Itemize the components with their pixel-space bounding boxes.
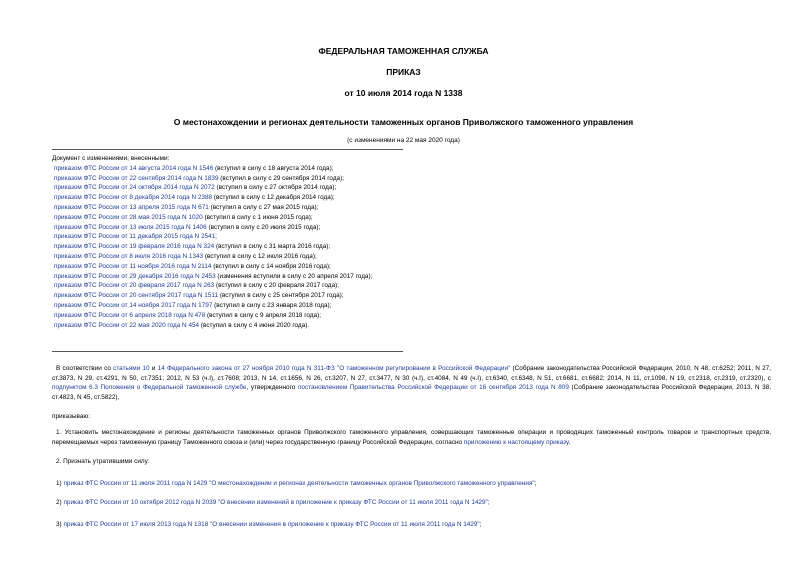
change-note: (вступил в силу с 20 февраля 2017 года); (214, 282, 339, 290)
annex-link[interactable]: приложению к настоящему приказу (463, 438, 569, 446)
repeal-item (52, 498, 775, 508)
repeal-number: 3) (56, 521, 64, 528)
change-link[interactable]: приказом ФТС России от 11 ноября 2016 года N 2114 (54, 262, 212, 270)
law-article-link[interactable]: статьями 10 (113, 365, 150, 372)
change-note: (вступил в силу с 18 августа 2014 года); (213, 164, 334, 172)
agency-heading: ФЕДЕРАЛЬНАЯ ТАМОЖЕННАЯ СЛУЖБА (318, 46, 489, 56)
repeal-item (52, 520, 775, 530)
document-title: О местонахождении и регионах деятельности таможенных органов Приволжского таможенного управления (173, 117, 634, 127)
preamble-text: и (149, 365, 158, 372)
repeal-link[interactable]: приказ ФТС России от 10 октября 2012 года N 2039 "О внесении изменений в приложение к приказу ФТС России от 11 июля 2011 года N 1429" (63, 499, 488, 506)
change-item (52, 262, 372, 272)
change-item (52, 291, 372, 301)
change-link[interactable]: приказом ФТС России от 8 июля 2016 года N 1343 (54, 252, 204, 260)
change-link[interactable]: приказом ФТС России от 13 июля 2015 года N 1406 (54, 223, 207, 231)
change-link[interactable]: приказом ФТС России от 13 апреля 2015 года N 671 (54, 203, 209, 211)
customs-law-link[interactable]: 14 Федерального закона от 27 ноября 2010 года N 311-ФЗ "О таможенном регулировании в Российской Федерации" (157, 365, 511, 372)
change-link[interactable]: приказом ФТС России от 19 февраля 2016 года N 324 (54, 243, 215, 251)
change-item (52, 301, 372, 311)
change-item (52, 321, 372, 331)
item-1-text: 1. Установить местонахождение и регионы деятельности таможенных органов Приволжского таможенного управления, совершающих таможенные операции и проводящих таможенный контроль товаров и транспортных средств, перемещаемых через таможенную границу Таможенного союза и (или) через государственную границу Российской Федерации, согласно (52, 429, 771, 446)
change-note: (вступил в силу с 14 ноября 2016 года); (211, 262, 331, 270)
revision-note: (с изменениями на 22 мая 2020 года) (347, 137, 460, 144)
repeal-number: 1) (56, 480, 64, 487)
change-note: ; (215, 233, 217, 241)
preamble-text: (Собрание законодательства Российской Федерации, 2013, N 38, ст.4823, N 45, ст.5822), (52, 384, 771, 401)
change-note: (вступил в силу с 25 сентября 2017 года); (218, 292, 344, 300)
preamble-paragraph (52, 364, 771, 402)
change-note: (вступил в силу с 9 апреля 2018 года); (205, 311, 321, 319)
change-link[interactable]: приказом ФТС России от 8 декабря 2014 года N 2388 (54, 194, 213, 202)
change-link[interactable]: приказом ФТС России от 29 декабря 2016 года N 2453 (54, 272, 216, 280)
item-1-paragraph (52, 428, 771, 447)
item-2-heading: 2. Признать утратившими силу: (56, 458, 150, 465)
preamble-text: , утвержденного (246, 384, 298, 392)
change-item (52, 174, 372, 184)
change-note: (вступил в силу с 29 сентября 2014 года); (218, 174, 345, 182)
change-link[interactable]: приказом ФТС России от 14 ноября 2017 года N 1797 (54, 301, 213, 309)
repeal-link[interactable]: приказ ФТС России от 11 июля 2011 года N 1429 "О местонахождении и регионах деятельности таможенных органов Приволжского таможенного управления" (63, 480, 535, 487)
change-link[interactable]: приказом ФТС России от 24 октября 2014 года N 2072 (54, 184, 215, 192)
date-number-heading: от 10 июля 2014 года N 1338 (344, 88, 463, 98)
change-link[interactable]: приказом ФТС России от 28 мая 2015 года N 1020 (54, 213, 203, 221)
change-item (52, 232, 372, 242)
change-note: (изменения вступили в силу с 20 апреля 2017 года); (215, 272, 373, 280)
regulation-subpoint-link[interactable]: подпунктом 6.3 Положения о Федеральной таможенной службе (52, 384, 247, 392)
change-note: (вступил в силу с 1 июня 2015 года); (202, 213, 313, 221)
change-link[interactable]: приказом ФТС России от 20 февраля 2017 года N 263 (54, 282, 215, 290)
doc-type-heading: ПРИКАЗ (386, 67, 421, 77)
repeal-punct: ; (479, 521, 482, 528)
changes-bottom-rule (52, 351, 403, 352)
change-item (52, 183, 372, 193)
item-1-text: . (568, 438, 571, 446)
change-note: (вступил в силу с 20 июля 2015 года); (206, 223, 321, 231)
change-link[interactable]: приказом ФТС России от 20 сентября 2017 года N 1511 (54, 292, 219, 300)
change-item (52, 252, 372, 262)
change-item (52, 311, 372, 321)
repeal-item (52, 479, 775, 489)
change-note: (вступил в силу с 4 июня 2020 года). (199, 321, 310, 329)
repeal-link[interactable]: приказ ФТС России от 17 июля 2013 года N 1318 "О внесении изменения в приложение к приказу ФТС России от 11 июля 2011 года N 1429" (63, 521, 480, 528)
change-note: (вступил в силу с 31 марта 2016 года); (214, 243, 331, 251)
repeal-punct: ; (487, 499, 490, 506)
change-link[interactable]: приказом ФТС России от 14 августа 2014 года N 1546 (54, 164, 214, 172)
change-item (52, 164, 372, 174)
change-note: (вступил в силу с 23 января 2018 года); (212, 301, 332, 309)
repeal-punct: ; (534, 480, 537, 487)
change-link[interactable]: приказом ФТС России от 11 декабря 2015 года N 2541 (54, 233, 216, 241)
change-item (52, 272, 372, 282)
change-link[interactable]: приказом ФТС России от 22 сентября 2014 года N 1839 (54, 174, 219, 182)
change-link[interactable]: приказом ФТС России от 6 апреля 2018 года N 478 (54, 311, 206, 319)
change-note: (вступил в силу с 12 декабря 2014 года); (212, 194, 335, 202)
preamble-text: (Собрание законодательства Российской Федерации, 2010, N 48, ст.6252; 2011, N 27, ст.3873, N 29, ст.4291, N 50, ст.7351; 2012, N 53 (ч.I), ст.7608; 2013, N 14, ст.1656, N 26, ст.3207, N 27, ст.3477, N 30 (ч.I), ст.4084, N 49 (ч.I), ст.6340, ст.6348, N 51, ст.6681, ст.6682; 2014, N 11, ст.1098, N 19, ст.2318, ст.2319, ст.2320), с (52, 365, 771, 382)
change-note: (вступил в силу с 27 октября 2014 года); (214, 184, 337, 192)
change-item (52, 281, 372, 291)
change-item (52, 213, 372, 223)
change-note: (вступил в силу с 12 июля 2016 года); (203, 252, 317, 260)
order-word: приказываю: (52, 413, 90, 420)
change-item (52, 242, 372, 252)
change-item (52, 223, 372, 233)
changes-list (52, 154, 372, 330)
repeal-number: 2) (56, 499, 64, 506)
change-item (52, 193, 372, 203)
government-decree-link[interactable]: постановлением Правительства Российской Федерации от 16 сентября 2013 года N 809 (297, 384, 569, 392)
change-link[interactable]: приказом ФТС России от 22 мая 2020 года N 454 (54, 321, 200, 329)
change-item (52, 203, 372, 213)
change-note: (вступил в силу с 27 мая 2015 года); (208, 203, 319, 211)
changes-heading: Документ с изменениями, внесенными: (52, 155, 170, 162)
changes-top-rule (52, 149, 403, 150)
preamble-text: В соответствии со (56, 365, 114, 372)
